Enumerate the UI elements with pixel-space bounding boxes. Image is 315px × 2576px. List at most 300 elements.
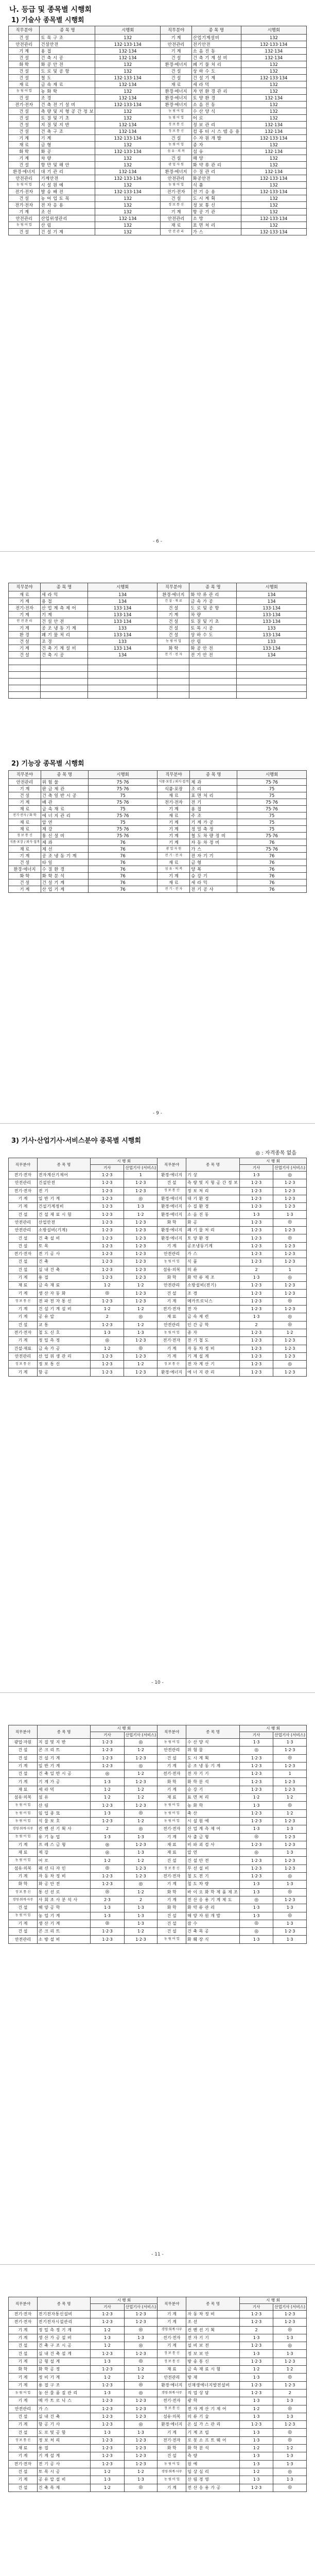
cell-industrial-round: 1·2·3 [273,1857,307,1865]
cell-field: 건 설 [157,1857,186,1865]
cell-engineer-round: 1·2·3 [240,1778,273,1786]
table-row [9,2366,307,2374]
cell-engineer-round: 1·2·3 [240,1762,273,1770]
cell-industrial-round: ◎ [124,1739,157,1747]
empty-cell [157,692,189,699]
cell-field: 기 계 [157,1242,186,1250]
page-number: - 11 - [151,2252,164,2257]
page-number: - 10 - [151,1680,164,1685]
cell-name: 전 기 공 사 [37,1250,90,1258]
cell-name: 금 형 설 계 [37,2358,91,2365]
cell-name: 무 선 설 비 [186,1865,240,1872]
cell-name: 철 도 차 량 [186,1880,240,1888]
cell-round: 76 [237,859,307,866]
cell-field: 건 설 [9,75,40,81]
cell-round: 132·134 [95,55,161,61]
cell-industrial-round: ◎ [273,2484,307,2492]
table-row [9,81,307,88]
table-row [9,1873,307,1880]
table-row [9,48,307,55]
table-row [9,1361,307,1368]
cell-field: 환경·에너지 [157,1227,186,1234]
cell-name: 건 축 전 기 설 비 [40,101,95,108]
cell-industrial-round: 1·2·3 [273,2318,307,2326]
cell-industrial-round: 1·2·3 [124,1352,157,1360]
cell-engineer-round: 1·2·3 [239,2421,273,2429]
cell-name: 금 속 제 련 [186,1313,239,1321]
cell-engineer-round: 1·2·3 [239,1282,273,1290]
cell-field: 건 설 [9,1211,38,1218]
cell-industrial-round: 1·2·3 [273,1187,307,1195]
cell-round: 132·133·134 [95,135,161,142]
cell-engineer-round: 1·2·3 [239,1297,273,1305]
document-page-6 [0,0,315,551]
table-row [9,1786,307,1793]
cell-industrial-round: ◎ [124,1195,157,1202]
cell-field: 건 설 [9,1754,38,1762]
cell-industrial-round: ◎ [273,1888,307,1896]
table-row [9,886,307,893]
cell-field: 건 설 [9,1770,38,1778]
cell-engineer-round: 1·2·3 [239,1203,273,1211]
header-round: 시 행 회 [91,2297,157,2304]
cell-industrial-round: 1·2·3 [273,2358,307,2365]
cell-field: 재 료 [9,819,41,826]
cell-name: 건 설 재 료 시 험 [37,1211,90,1218]
table-row [9,1227,307,1234]
table-row [9,1337,307,1345]
cell-engineer-round: 1·2·3 [91,1352,124,1360]
cell-round: 133·134 [87,632,157,638]
cell-name: 전기전자시설관리 [37,2318,91,2326]
empty-cell [9,658,41,665]
cell-industrial-round: 1·2·3 [124,2318,157,2326]
cell-round: 76 [88,846,157,853]
cell-industrial-round: 1·2·3 [124,1234,157,1242]
cell-name: 화 공 안 전 [40,61,95,68]
table-row [9,1825,307,1833]
cell-round: 134 [237,598,307,605]
cell-industrial-round: 1·2·3 [124,1250,157,1258]
cell-name: 산 업 계 측 제 어 [40,605,87,612]
cell-name: 컨 벤 션 기 획 [186,2326,240,2334]
cell-field: 기 계 [9,2452,38,2460]
cell-industrial-round: ◎ [273,2436,307,2444]
table-row [9,873,307,879]
cell-round: 75 [237,786,307,792]
table-row [9,779,307,786]
cell-name: 식 물 보 호 [37,1817,91,1825]
cell-name: 정 보 보 안 [186,2350,240,2358]
cell-name: 도 시 계 획 [186,1754,240,1762]
cell-field: 안전관리 [157,1747,186,1754]
cell-field: 환경·에너지 [9,866,41,873]
cell-name: 공 유 압 [37,1313,90,1321]
cell-field: 정 보 통 신 [9,833,41,839]
cell-industrial-round: ◎ [124,2421,157,2429]
cell-field: 안전관리 [9,175,40,182]
cell-name: 가 스 [190,846,237,853]
cell-name: 승 강 기 [190,873,237,879]
cell-industrial-round: ◎ [273,1218,307,1226]
cell-industrial-round: 1·3 [273,1936,307,1943]
cell-field: 기 계 [9,2381,38,2389]
table-row [9,638,307,645]
cell-name: 에 너 지 관 리 [186,1368,239,1376]
cell-field: 화 학 [9,873,41,879]
cell-round: 132·134 [95,215,161,222]
empty-cell [157,665,189,672]
cell-field: 농 림 어 업 [9,1912,38,1920]
cell-name: 임 상 심 리 [186,2468,240,2476]
cell-round: 132·133·134 [95,148,161,155]
table-row [9,229,307,235]
cell-name: 토 질 및 기 초 [189,618,237,625]
cell-field: 건설·재료 [9,1345,38,1352]
table-row [9,2389,307,2397]
cell-name: 전 파 전 자 통 신 [37,1297,90,1305]
cell-field: 전기·전자 [157,1873,186,1880]
cell-industrial-round: 1·3 [273,1211,307,1218]
cell-round: 75·76 [237,833,307,839]
cell-field: 기 계 [161,48,191,55]
cell-name: 전 자 응 용 [40,202,95,209]
cell-round: 75 [88,819,157,826]
header-field: 직무분야 [9,583,41,591]
cell-name: 산 업 위 생 관 리 [37,1352,90,1360]
cell-industrial-round: 1·2·3 [124,1297,157,1305]
cell-name: 도 로 및 공 항 [37,2429,91,2436]
empty-cell [237,685,307,692]
cell-round: 132 [95,162,161,168]
cell-name: 정 밀 측 정 기 계 [37,2326,91,2334]
cell-industrial-round: 1·2·3 [124,1274,157,1281]
cell-name: 화 공 안 전 [37,1880,91,1888]
cell-industrial-round: ◎ [124,2358,157,2365]
cell-field: 전기·전자 [157,1770,186,1778]
cell-industrial-round: 1·2·3 [273,1762,307,1770]
cell-field: 전기·전자 [9,2311,38,2318]
cell-engineer-round: ◎ [240,1920,273,1927]
cell-engineer-round: 1·2·3 [240,1770,273,1778]
cell-name: 소방설비(기계) [37,1227,90,1234]
cell-round: 133·134 [87,605,157,612]
cell-field: 건 설 [9,68,40,75]
header-field: 직무분야 [157,771,190,779]
cell-name: 자 연 환 경 관 리 [191,88,241,95]
cell-industrial-round: 1·3 [124,1912,157,1920]
table-row [9,168,307,175]
cell-round: 132·134 [241,168,306,175]
cell-name: 주 조 [190,812,237,819]
cell-engineer-round: 1·3 [239,2436,273,2444]
table-row [9,88,307,95]
empty-cell [237,665,307,672]
cell-engineer-round: 1·2·3 [239,1179,273,1187]
cell-industrial-round: 1·2 [124,2468,157,2476]
cell-engineer-round: 1·2·3 [91,1297,124,1305]
header-industrial-engineer: 산업기사 (서비스) [124,1732,157,1739]
cell-round: 132·134 [95,48,161,55]
cell-field: 화 학 [9,148,40,155]
cell-name: 전기전자통신설비 [37,2311,91,2318]
cell-field: 기 계 [9,2334,38,2342]
cell-industrial-round: ◎ [273,2326,307,2334]
cell-field: 건 설 [161,68,191,75]
cell-name: 공조냉동기계 [186,1242,239,1250]
table-row [9,833,307,839]
cell-field: 건 설 [157,625,189,632]
table-row [9,839,307,846]
empty-cell [9,679,41,685]
cell-field: 건 설 [9,638,41,645]
cell-round: 132·134 [95,81,161,88]
cell-engineer-round: 1·3 [239,2397,273,2405]
cell-field: 안전관리 [157,1282,186,1290]
cell-field: 건 설 [9,2342,38,2350]
cell-name: 광 학 [186,2397,240,2405]
cell-name: 금 속 재 료 시 험 [186,2366,240,2374]
cell-field: 건 설 [157,1290,186,1297]
cell-field: 건 설 [9,1258,38,1266]
cell-field: 재 료 [9,591,41,598]
cell-name: 소 방 [191,215,241,222]
cell-field: 건 설 [9,2350,38,2358]
cell-name: 건 축 구 조 [40,128,95,135]
cell-name: 전 기 응 용 [191,189,241,195]
empty-cell [40,665,87,672]
cell-field: 전 기 · 전 자 [157,886,190,893]
cell-round: 132·134 [241,148,306,155]
table-row [9,115,307,122]
cell-engineer-round: 1·2·3 [91,2318,124,2326]
cell-name: 건 설 안 전 [40,618,87,625]
table-row [9,786,307,792]
table-row [9,2334,307,2342]
cell-engineer-round: 1·3 [239,2334,273,2342]
cell-industrial-round: 1 [124,1172,157,1179]
table-row [9,2350,307,2358]
table-row [9,605,307,612]
cell-name: 정 보 처 리 [37,2436,91,2444]
cell-field: 기 계 [157,1896,186,1904]
cell-field: 화 학 [157,1904,186,1912]
cell-round: 134 [237,652,307,658]
cell-field: 재 료 [9,806,41,812]
cell-industrial-round: 1·2·3 [273,1242,307,1250]
table-header-row [9,26,307,35]
cell-name: 금 속 재 료 [37,1282,90,1290]
header-field: 직무분야 [157,583,189,591]
table-row [9,162,307,168]
cell-field: 전기·전자 [9,1329,38,1336]
cell-engineer-round: 1·2·3 [239,1306,273,1313]
cell-engineer-round: 1·2·3 [91,2413,124,2420]
header-name: 종 목 명 [40,26,95,35]
cell-name: 화 훼 장 식 [186,1936,240,1943]
cell-engineer-round: 1·2·3 [91,1234,124,1242]
cell-field: 안전관리 [157,2374,186,2381]
cell-round: 132 [241,142,306,148]
sec2-table [8,770,307,893]
cell-field: 재 료 [157,1849,186,1857]
cell-round: 132·133·134 [241,175,306,182]
cell-name: 조 선 [40,209,95,215]
table-row [9,1313,307,1321]
cell-name: 건 축 일 반 시 공 [37,1770,91,1778]
table-row [9,1794,307,1802]
cell-round: 132 [241,108,306,115]
cell-field: 건 설 [161,55,191,61]
cell-industrial-round: 1·3 [124,2429,157,2436]
cell-industrial-round: 1·3 [273,1880,307,1888]
cell-round: 132·134 [95,168,161,175]
cell-round: 132·133·134 [241,41,306,48]
cell-name: 건 축 일 반 시 공 [41,792,88,799]
cell-name: 조 선 [186,2318,240,2326]
cell-round: 132·133·134 [241,135,306,142]
cell-round: 132 [95,88,161,95]
empty-cell [40,658,87,665]
cell-field: 기 계 [157,1880,186,1888]
cell-industrial-round: ◎ [124,1313,157,1321]
cell-field: 농 림 어 업 [157,1258,186,1266]
header-industrial-engineer: 산업기사 (서비스) [124,1165,157,1172]
table-row [9,1880,307,1888]
cell-engineer-round: ◎ [240,1896,273,1904]
cell-industrial-round: 1·2·3 [273,1203,307,1211]
cell-name: 농 화 학 [40,88,95,95]
cell-field: 섬 유 · 의 복 [157,866,190,873]
table-row [9,1345,307,1352]
cell-field: 환경·에너지 [161,61,191,68]
table-row [9,1282,307,1290]
cell-engineer-round: 2 [239,1321,273,1329]
cell-field: 기 계 [9,1778,38,1786]
cell-name: 사 출 금 형 [186,1833,240,1841]
cell-field: 재 료 [9,1849,38,1857]
cell-name: 수 산 양 식 [191,108,241,115]
cell-name: 도 시 계 획 [191,195,241,202]
cell-field: 기 계 [9,1920,38,1927]
cell-field: 안 전 관 리 [9,618,41,625]
cell-round: 76 [88,853,157,859]
cell-industrial-round: ◎ [273,1321,307,1329]
cell-field: 건 설 [9,1266,38,1274]
table-row [9,1778,307,1786]
table-row [9,61,307,68]
cell-name: 종 자 [191,142,241,148]
cell-field: 기 계 [9,209,40,215]
cell-name: 건 설 기 계 [191,75,241,81]
cell-name: 조 경 [40,638,87,645]
cell-engineer-round: 1·2·3 [91,1258,124,1266]
cell-name: 전 자 계 산 기 [186,1361,239,1368]
table-row [9,2405,307,2413]
cell-engineer-round: 1·2·3 [239,1368,273,1376]
cell-name: 세 라 믹 [190,879,237,886]
cell-industrial-round: ◎ [273,2468,307,2476]
cell-name: 조 경 [186,1290,239,1297]
table-row [9,1172,307,1179]
cell-name: 사 회 조 사 분 석 사 [37,1896,91,1904]
cell-round: 133·134 [237,645,307,652]
cell-engineer-round: 1·2·3 [239,2342,273,2350]
table-row [9,1849,307,1857]
table-row [9,1770,307,1778]
cell-field: 기 계 [9,2421,38,2429]
cell-field: 정 보 통 신 [161,122,191,128]
cell-name: 전 기 공 사 [190,886,237,893]
cell-engineer-round: 1·2·3 [240,1786,273,1793]
cell-field: 건 설 [9,2429,38,2436]
cell-name: 철 도 차 량 정 비 [190,833,237,839]
cell-industrial-round: 1·2 [124,1770,157,1778]
sec1-table [8,26,307,235]
cell-engineer-round: 1·2·3 [91,1873,124,1880]
cell-name: 정 보 통 신 [191,202,241,209]
cell-industrial-round: 1·2·3 [124,1873,157,1880]
cell-field: 기 계 [9,612,41,618]
cell-engineer-round: 1·2·3 [91,1250,124,1258]
cell-name: 공 조 냉 동 기 계 [41,853,88,859]
cell-name: 해 양 공 학 [37,1904,91,1912]
cell-field: 기 계 [9,853,41,859]
table-row [9,135,307,142]
table-row [9,2445,307,2452]
cell-name: 건 축 시 공 [40,55,95,61]
table-row [9,1306,307,1313]
cell-field: 재 료 [157,812,190,819]
cell-industrial-round: 1·2·3 [124,1337,157,1345]
cell-field: 안전관리 [9,1218,38,1226]
table-row [9,2436,307,2444]
cell-name: 금 속 가 공 [37,1345,90,1352]
cell-field: 환경·에너지 [157,2421,186,2429]
cell-field: 기 계 [9,2374,38,2381]
table-row [9,2429,307,2436]
cell-name: 산 림 [40,222,95,229]
cell-field: 안전관리 [161,215,191,222]
cell-industrial-round: 1·3 [273,2413,307,2420]
cell-field: 안전관리 [9,1179,38,1187]
table-row [9,799,307,806]
cell-engineer-round: 1·2 [91,1794,124,1802]
cell-engineer-round: 1·3 [239,1313,273,1321]
header-field: 직무분야 [161,26,191,35]
cell-name: 소방설비(전기) [186,1282,239,1290]
cell-field: 농 림 어 업 [157,638,189,645]
table-row [9,2318,307,2326]
cell-field: 재 료 [9,826,41,833]
cell-name: 화 공 [40,148,95,155]
cell-engineer-round: 1·2 [91,1306,124,1313]
cell-industrial-round: 1·2·3 [124,1778,157,1786]
cell-industrial-round: 1·2·3 [273,2311,307,2318]
cell-field: 화 학 [157,1888,186,1896]
cell-industrial-round: ◎ [273,1802,307,1809]
cell-name: 전자계산기제어 [37,1172,90,1179]
cell-name: 생 산 자 동 화 [37,1290,90,1297]
header-name: 종 목 명 [41,771,88,779]
cell-round: 132·133·134 [241,189,306,195]
cell-industrial-round: 1·2·3 [124,1227,157,1234]
cell-engineer-round: 1·2·3 [91,2350,124,2358]
cell-name: 메 카 트 로 닉 스 [37,2397,91,2405]
cell-engineer-round: 1·2·3 [91,1195,124,1202]
cell-name: 실 내 건 축 [37,2413,91,2420]
cell-field: 안전관리 [9,779,41,786]
